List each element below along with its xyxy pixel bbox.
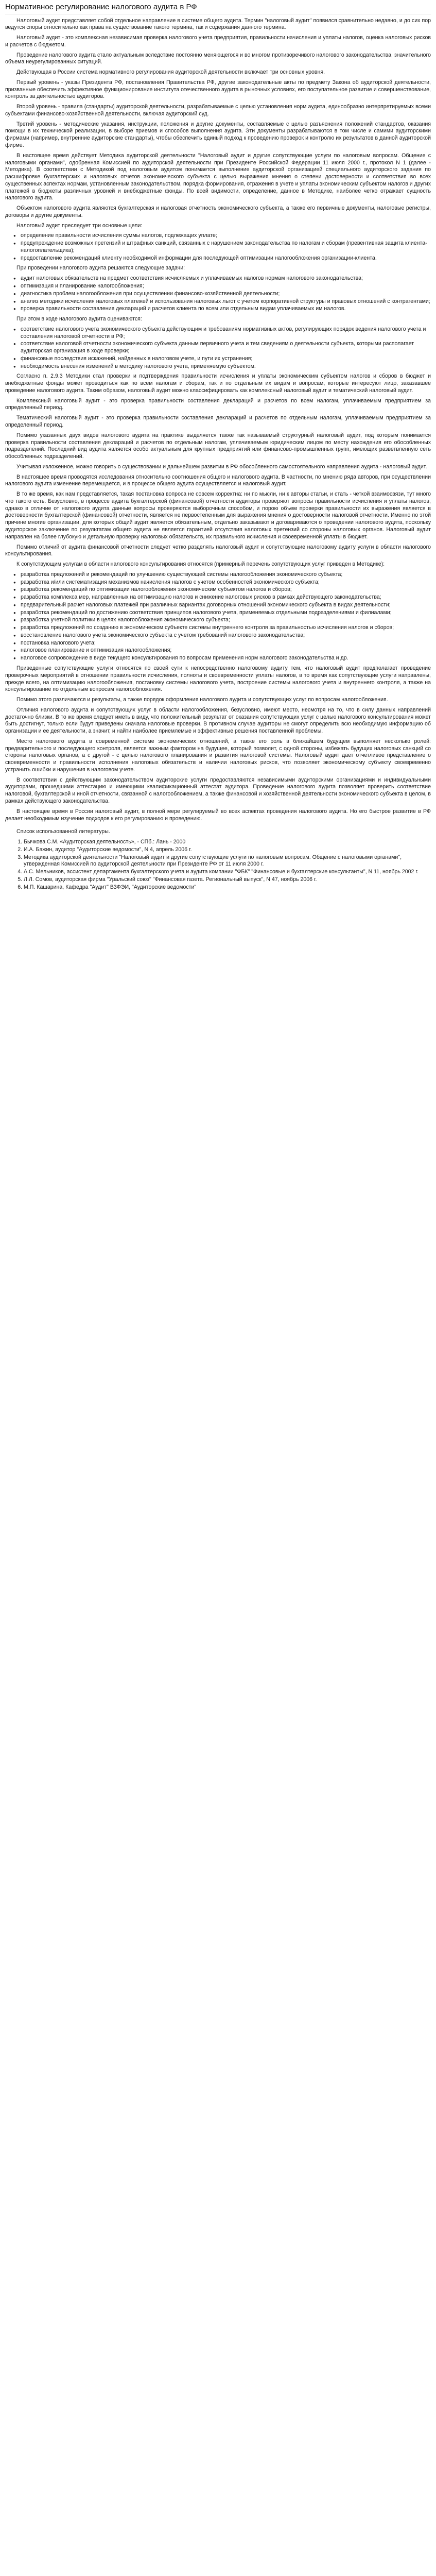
paragraph: Проведение налогового аудита стало актуальным вследствие постоянно меняющегося и во многом противоречивого налогового законодательства, значительного объема неурегулированных ситуаций. — [5, 52, 431, 65]
reference-item: 5. Л.Л. Сомов, аудиторская фирма "Уральский союз" "Финансовая газета. Региональный выпуск", N 47, ноябрь 2006 г. — [24, 876, 431, 884]
list-item: ● разработка учетной политики в целях налогообложения экономического субъекта; — [21, 617, 431, 624]
list-item: ● диагностика проблем налогообложения при осуществлении финансово-хозяйственной деятельности; — [21, 291, 431, 298]
list-item: ● разработка предложений по созданию в экономическом субъекте системы внутреннего контроля за правильностью исчисления налогов и сборов; — [21, 624, 431, 632]
paragraph: Место налогового аудита в современной системе экономических отношений, а также его роль в ближайшем будущем выполняет несколько ролей: предварительного и последующего контроля, является важным фактором на будущее, который позволит, с одной стороны, избежать будущих налоговых санкций со стороны налоговых органов, а с другой - с целью налогового планирования и развития налоговой системы. Налоговый аудит дает отчетливое представление о своевременности и правильности исполнения налоговых обязательств и наличии налоговых рисков, что позволяет экономическому субъекту своевременно устранить ошибки и нарушения в налоговом учете. — [5, 738, 431, 773]
references-list — [5, 839, 431, 891]
list-item: ● проверка правильности составления деклараций и расчетов клиента по всем или отдельным видам уплачиваемых им налогов. — [21, 306, 431, 313]
reference-item: 1. Бычкова С.М. «Аудиторская деятельность», - СПб.: Лань - 2000 — [24, 839, 431, 846]
paragraph: В соответствии с действующим законодательством аудиторские услуги предоставляются независимыми аудиторскими организациями и индивидуальными аудиторами, прошедшими аттестацию и имеющими квалификационный аттестат аудитора. Проведение налогового аудита позволяет проверить соответствие налоговой, бухгалтерской и иной отчетности, связанной с налогообложением, а также финансовой и хозяйственной деятельности экономического субъекта в целом, в рамках действующего законодательства. — [5, 776, 431, 804]
paragraph: Приведенные сопутствующие услуги относятся по своей сути к непосредственно налоговому аудиту тем, что налоговый аудит предполагает проведение проверочных мероприятий в отношении правильности исчисления, полноты и своевременности уплаты налогов, в то время как сопутствующие услуги направлены, прежде всего, на оптимизацию налогообложения, постановку системы налогового учета, построение системы налогового учета и внутреннего контроля, а также на консультирование по отдельным вопросам налогообложения. — [5, 665, 431, 693]
page-title: Нормативное регулирование налогового аудита в РФ — [5, 2, 431, 14]
paragraph: Третий уровень - методические указания, инструкции, положения и другие документы, составляемые с целью разъяснения положений стандартов, оказания помощи в их технической реализации, в выборе приемов и способов выполнения аудита. Эти документы разрабатываются в том числе и самими аудиторскими фирмами (например, внутренние аудиторские стандарты), чтобы обеспечить единый подход к проведению проверок и контролю их результатов в данной аудиторской фирме. — [5, 121, 431, 148]
reference-item: 3. Методика аудиторской деятельности "Налоговый аудит и другие сопутствующие услуги по налоговым вопросам. Общение с налоговыми органами", утвержденная Комиссией по аудиторской деятельности при Президенте РФ от 11 июля 2000 г. — [24, 854, 431, 869]
references-title: Список использованной литературы. — [16, 828, 110, 835]
reference-item: 2. И.А. Бажин, аудитор "Аудиторские ведомости", N 4, апрель 2006 г. — [24, 846, 431, 854]
paragraph: Тематический налоговый аудит - это проверка правильности составления деклараций и расчетов по отдельным налогам, уплачиваемым предприятием за определенный период. — [5, 415, 431, 429]
list-item: ● финансовые последствия искажений, найденных в налоговом учете, и пути их устранения; — [21, 355, 431, 363]
paragraph: В настоящее время действует Методика аудиторской деятельности "Налоговый аудит и другие сопутствующие услуги по налоговым вопросам. Общение с налоговыми органами", одобренная Комиссией по аудиторской деятельности при Президенте Российской Федерации 11 июля 2000 г., протокол N 1 (далее - Методика). В соответствии с Методикой под налоговым аудитом понимается выполнение аудиторской организацией специального аудиторского задания по расшифровке бухгалтерских и налоговых отчетов экономического субъекта с целью выражения мнения о степени достоверности и соответствия во всех существенных аспектах нормам, установленным законодательством, порядка формирования, отражения в учете и уплаты экономическим субъектом налогов и других платежей в бюджеты различных уровней и внебюджетные фонды. По всей видимости, определение, данное в Методике, наиболее четко отражает сущность налогового аудита. — [5, 152, 431, 201]
paragraph: Учитывая изложенное, можно говорить о существовании и дальнейшем развитии в РФ обособленного самостоятельного направления аудита - налоговый аудит. — [16, 463, 427, 470]
paragraph: Налоговый аудит представляет собой отдельное направление в системе общего аудита. Термин "налоговый аудит" появился сравнительно недавно, и до сих пор ведутся споры относительно как права на существование такого термина, так и содержания данного термина. — [5, 17, 431, 31]
paragraph: Объектом налогового аудита являются бухгалтерская и налоговая отчетность экономического субъекта, а также его первичные документы, налоговые регистры, договоры и другие документы. — [5, 205, 431, 218]
paragraph: Отличия налогового аудита и сопутствующих услуг в области налогообложения, безусловно, имеют место, несмотря на то, что в силу данных направлений достаточно близки. В то же время следует иметь в виду, что положительный результат от оказания сопутствующих услуг с целью налогового консультирования может быть достигнут, только если будут приведены сначала налоговые проверки. В противном случае аудиторы не смогут определить всю необходимую информацию об организации и ее деятельности, а значит, и найти наиболее приемлемые и эффективные решения поставленной проблемы. — [5, 706, 431, 735]
bullet-list — [5, 326, 431, 370]
bullet-list — [5, 232, 431, 262]
paragraph: В настоящее время в России налоговый аудит, в полной мере регулируемый во всех аспектах проведения налогового аудита. Но его быстрое развитие в РФ делает необходимым изучение подходов к его регулированию и проведению. — [5, 808, 431, 822]
list-item: ● налоговое сопровождение в виде текущего консультирования по вопросам применения норм налогового законодательства и др. — [21, 655, 431, 662]
list-item: ● необходимость внесения изменений в методику налогового учета, применяемую субъектом. — [21, 363, 431, 370]
bullet-list — [5, 275, 431, 313]
paragraph: Второй уровень - правила (стандарты) аудиторской деятельности, разрабатываемые с целью установления норм аудита, единообразно интерпретируемых всеми субъектами финансово-хозяйственной деятельности, включая аудиторский суд. — [5, 104, 431, 117]
reference-item: 6. М.П. Кашарина, Кафедра "Аудит" ВЗФЭИ, "Аудиторские ведомости" — [24, 884, 431, 891]
paragraph: Согласно п. 2.9.3 Методики стал проверки и подтверждения правильности исчисления и уплаты экономическим субъектом налогов и сборов в бюджет и внебюджетные фонды может проводиться как по всем налогам и сборам, так и по отдельным их видам и вопросам, которые интересуют лицо, заказавшее проведение налогового аудита. Таким образом, налоговый аудит можно классифицировать как комплексный налоговый аудит и тематический налоговый аудит. — [5, 373, 431, 394]
paragraph: К сопутствующим услугам в области налогового консультирования относятся (примерный перечень сопутствующих услуг приведен в Методике): — [16, 561, 385, 568]
list-item: ● определение правильности исчисления суммы налогов, подлежащих уплате; — [21, 232, 431, 240]
reference-item: 4. А.С. Мельников, ассистент департамента бухгалтерского учета и аудита компании "ФБК" "Финансовые и бухгалтерские консультанты", N 11, ноябрь 2002 г. — [24, 869, 431, 876]
list-item: ● предупреждение возможных претензий и штрафных санкций, связанных с нарушением законодательства по налогам и сборам (превентивная защита клиента-налогоплательщика); — [21, 240, 431, 255]
list-item: ● налоговое планирование и оптимизация налогообложения; — [21, 647, 431, 654]
list-item: ● анализ методики исчисления налоговых платежей и использования налоговых льгот с учетом корпоративной структуры и правовых отношений с контрагентами; — [21, 298, 431, 306]
page — [0, 0, 436, 899]
list-item: ● разработка комплекса мер, направленных на оптимизацию налогов и снижение налоговых рисков в рамках действующего законодательства; — [21, 594, 431, 601]
list-item: ● разработка рекомендаций по достижению соответствия принципов налогового учета, применяемых отдельными подразделениями и филиалами; — [21, 609, 431, 617]
list-item: ● соответствие налоговой отчетности экономического субъекта данным первичного учета и тем сведениям о деятельности субъекта, которыми располагает аудиторская организация в ходе проверки; — [21, 341, 431, 355]
list-item: ● восстановление налогового учета экономического субъекта с учетом требований налогового законодательства; — [21, 632, 431, 639]
paragraph: Комплексный налоговый аудит - это проверка правильности составления деклараций и расчетов по всем налогам, уплачиваемым предприятием за определенный период. — [5, 397, 431, 411]
paragraph: В то же время, как нам представляется, такая постановка вопроса не совсем корректна: ни по мысли, ни к авторы статьи, и стать - четкой взаимосвязи, тут много что такого есть. Безусловно, в процессе аудита бухгалтерской (финансовой) отчетности аудиторы проверяют вопросы правильности исчисления и уплаты налогов, однако в отличие от налогового аудита данные вопросы проверяются выборочным способом, и порою объем проверки правильности их выражения является в достоверности бухгалтерской (финансовой) отчетности, является не первостепенным для выражения мнения о достоверности налоговой отчетности. Именно по этой причине многие организации, для которых общий аудит является обязательным, отдельно заказывают и договариваются о проведении налогового аудита, поскольку аудиторское заключение по результатам общего аудита не является гарантией отсутствия налоговых претензий со стороны налоговых органов. Налоговый аудит направлен на более глубокую и детальную проверку налоговых обязательств, их правильного исчисления и своевременной уплаты в бюджет. — [5, 491, 431, 540]
paragraph: Действующая в России система нормативного регулирования аудиторской деятельности включает три основных уровня. — [16, 69, 325, 76]
paragraph: Помимо этого различаются и результаты, а также порядок оформления налогового аудита и сопутствующих услуг по вопросам налогообложения. — [16, 697, 388, 703]
list-item: ● постановка налогового учета; — [21, 640, 431, 647]
paragraph: Налоговый аудит - это комплексная независимая проверка налогового учета предприятия, правильности начисления и уплаты налогов, оценка налоговых рисков и расчетов с бюджетом. — [5, 35, 431, 48]
paragraph: Помимо указанных двух видов налогового аудита на практике выделяется также так называемый структурный налоговый аудит, под которым понимается проверка правильности составления деклараций и расчетов по отдельным налогам, уплачиваемым юридическим лицом по месту нахождения его обособленных подразделений. Последний вид аудита является особо актуальным для крупных предприятий или финансово-промышленных групп, имеющих разветвленную сеть обособленных подразделений. — [5, 432, 431, 460]
article-body — [5, 18, 431, 823]
list-item: ● разработка и/или систематизация механизмов начисления налогов с учетом особенностей экономического субъекта; — [21, 579, 431, 586]
list-item: ● разработка рекомендаций по оптимизации налогообложения экономическим субъектом налогов и сборов; — [21, 586, 431, 594]
paragraph: В настоящее время проводятся исследования относительно соотношения общего и налогового аудита. В частности, по мнению ряда авторов, при осуществлении налогового аудита изменение перемещается, и в процессе общего аудита осуществляется и налоговый аудит. — [5, 473, 431, 487]
paragraph: Налоговый аудит преследует три основные цели: — [16, 222, 143, 229]
list-item: ● разработка предложений и рекомендаций по улучшению существующей системы налогообложения экономического субъекта; — [21, 571, 431, 579]
list-item: ● оптимизация и планирование налогообложения; — [21, 283, 431, 290]
paragraph: Первый уровень - указы Президента РФ, постановления Правительства РФ, другие законодательные акты по предмету Закона об аудиторской деятельности, призванные обеспечить эффективное функционирование института отечественного аудита в рыночных условиях, его поступательное развитие и совершенствование, контроль за деятельностью аудиторов. — [5, 79, 431, 100]
paragraph: При этом в ходе налогового аудита оцениваются: — [16, 316, 142, 323]
list-item: ● предварительный расчет налоговых платежей при различных вариантах договорных отношений экономического субъекта в видах деятельности; — [21, 602, 431, 609]
bullet-list — [5, 571, 431, 662]
list-item: ● соответствие налогового учета экономического субъекта действующим и требованиям нормативных актов, регулирующих порядок ведения налогового учета и составления налоговой отчетности в РФ; — [21, 326, 431, 341]
paragraph: Помимо отличий от аудита финансовой отчетности следует четко разделять налоговый аудит и сопутствующие налоговому аудиту услуги в области налогового консультирования. — [5, 544, 431, 557]
list-item: ● аудит налоговых обязательств на предмет соответствия исчисляемых и уплачиваемых налогов нормам налогового законодательства; — [21, 275, 431, 282]
list-item: ● предоставление рекомендаций клиенту необходимой информации для последующей оптимизации налогообложения организации-клиента. — [21, 255, 431, 262]
paragraph: При проведении налогового аудита решаются следующие задачи: — [16, 265, 185, 272]
